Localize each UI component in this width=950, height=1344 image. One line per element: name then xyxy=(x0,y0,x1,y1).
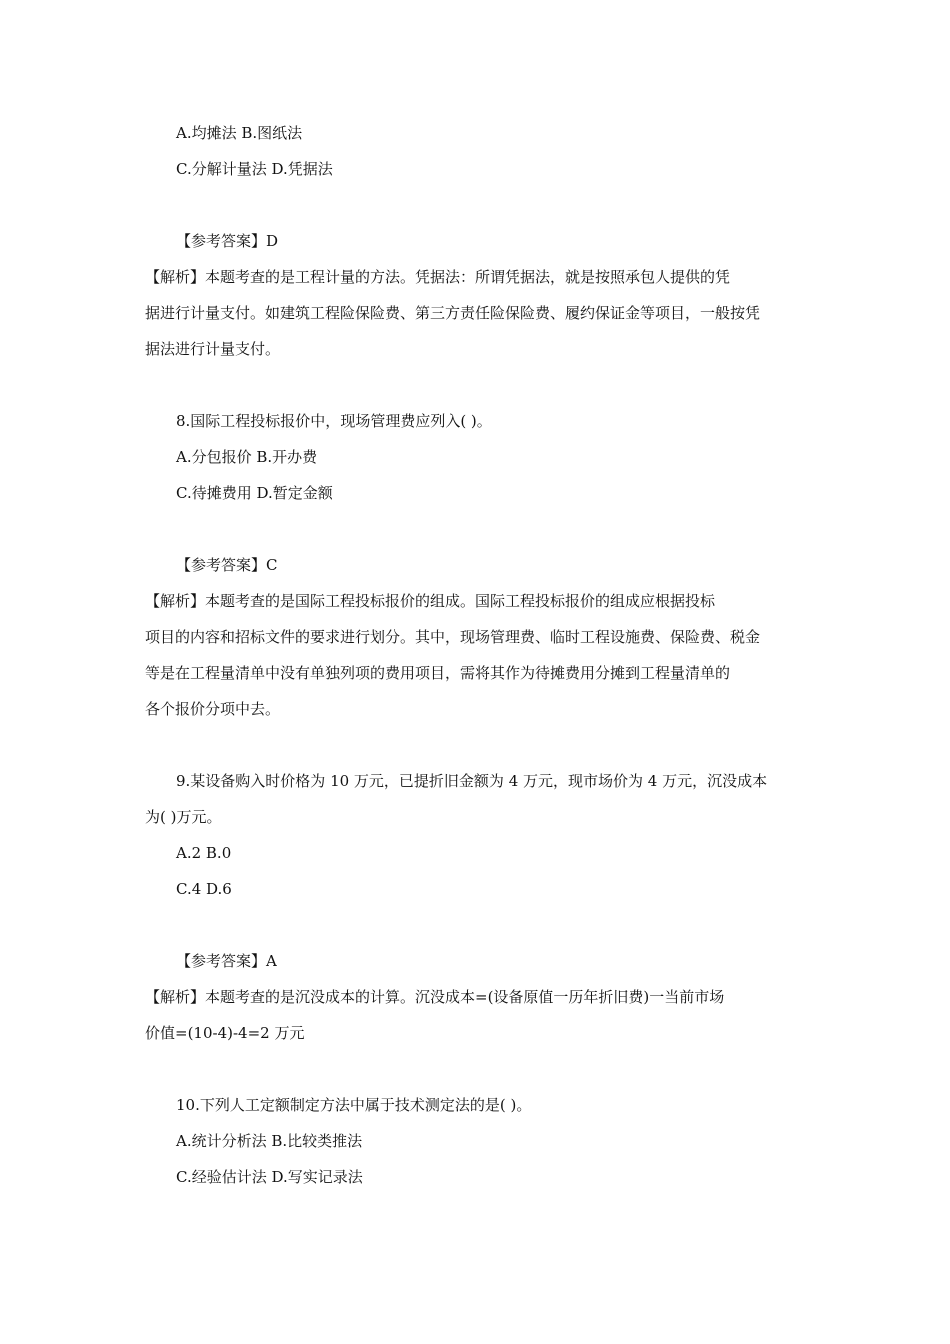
q7-analysis-line: 【解析】本题考查的是工程计量的方法。凭据法：所谓凭据法，就是按照承包人提供的凭 xyxy=(145,268,731,286)
q9-options-cd: C.4 D.6 xyxy=(176,880,232,898)
q10-options-ab: A.统计分析法 B.比较类推法 xyxy=(176,1132,363,1150)
q7-answer: 【参考答案】D xyxy=(176,232,279,250)
q8-answer: 【参考答案】C xyxy=(176,556,278,574)
q8-analysis-line: 项目的内容和招标文件的要求进行划分。其中，现场管理费、临时工程设施费、保险费、税金 xyxy=(145,628,761,646)
q8-question: 8.国际工程投标报价中，现场管理费应列入( )。 xyxy=(176,412,492,430)
q7-analysis-line: 据法进行计量支付。 xyxy=(145,340,281,358)
q9-answer: 【参考答案】A xyxy=(176,952,277,970)
q8-options-ab: A.分包报价 B.开办费 xyxy=(176,448,318,466)
q10-question: 10.下列人工定额制定方法中属于技术测定法的是( )。 xyxy=(176,1096,532,1114)
q7-analysis-line: 据进行计量支付。如建筑工程险保险费、第三方责任险保险费、履约保证金等项目，一般按凭 xyxy=(145,304,761,322)
q9-analysis-line: 价值=(10-4)-4=2 万元 xyxy=(145,1024,305,1042)
q8-analysis-line: 各个报价分项中去。 xyxy=(145,700,281,718)
q7-options-cd: C.分解计量法 D.凭据法 xyxy=(176,160,333,178)
q7-options-ab: A.均摊法 B.图纸法 xyxy=(176,124,303,142)
q10-options-cd: C.经验估计法 D.写实记录法 xyxy=(176,1168,363,1186)
q9-options-ab: A.2 B.0 xyxy=(176,844,232,862)
q9-analysis-line: 【解析】本题考查的是沉没成本的计算。沉没成本=(设备原值一历年折旧费)一当前市场 xyxy=(145,988,725,1006)
q8-options-cd: C.待摊费用 D.暂定金额 xyxy=(176,484,333,502)
q9-question-line: 为( )万元。 xyxy=(145,808,222,826)
q8-analysis-line: 等是在工程量清单中没有单独列项的费用项目，需将其作为待摊费用分摊到工程量清单的 xyxy=(145,664,731,682)
q9-question-line: 9.某设备购入时价格为 10 万元，已提折旧金额为 4 万元，现市场价为 4 万元，沉没成本 xyxy=(176,772,768,790)
q8-analysis-line: 【解析】本题考查的是国际工程投标报价的组成。国际工程投标报价的组成应根据投标 xyxy=(145,592,716,610)
